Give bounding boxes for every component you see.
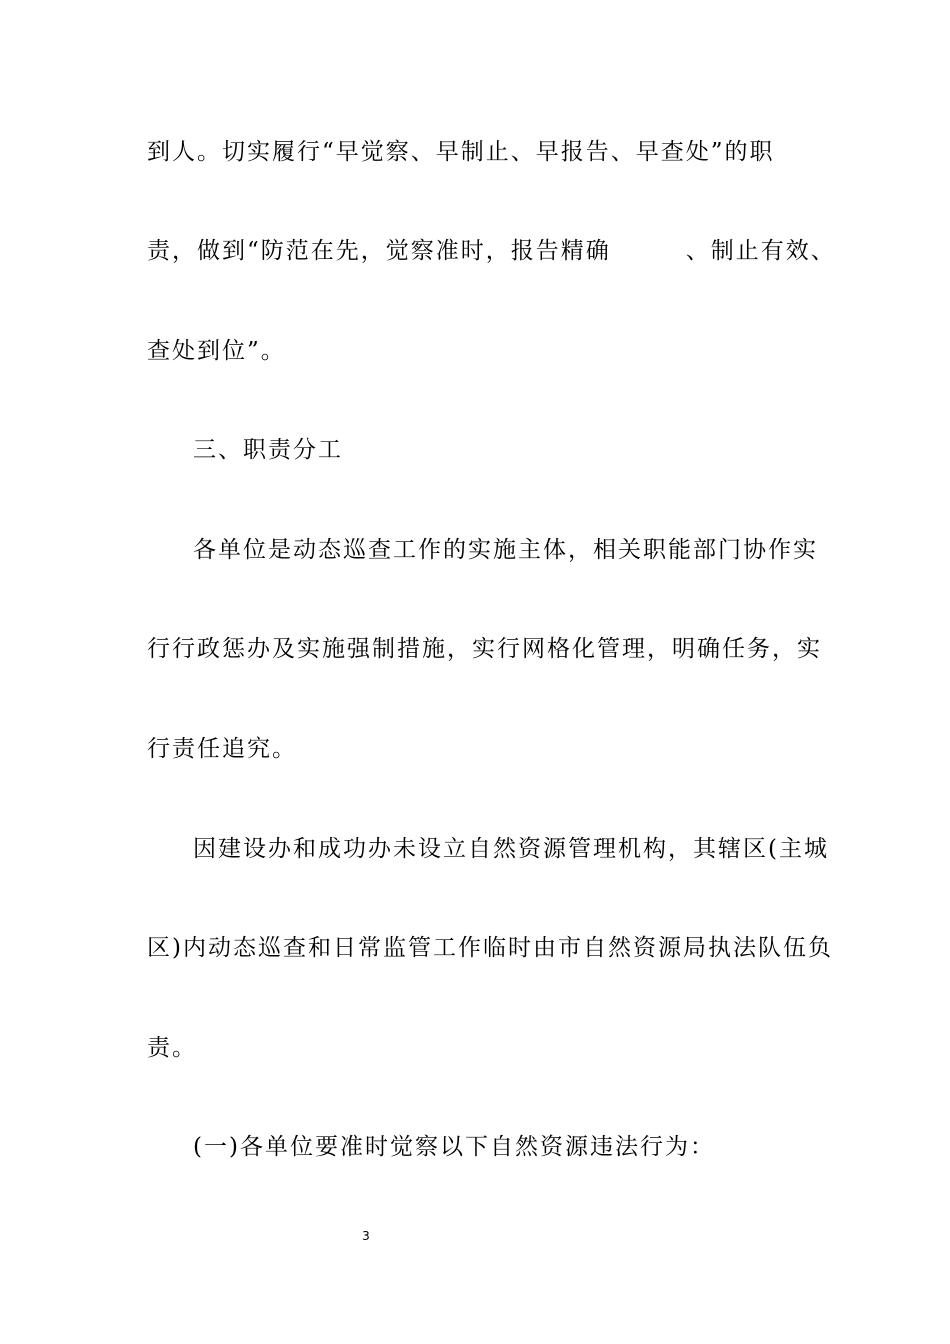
text-line-1: 到人。切实履行“早觉察、早制止、早报告、早查处”的职	[147, 139, 775, 165]
text-line-10: 责。	[147, 1035, 197, 1061]
text-line-3: 查处到位”。	[147, 338, 286, 364]
section-heading: 三、职责分工	[193, 437, 343, 463]
text-line-2: 责，做到“防范在先，觉察准时，报告精确 、制止有效、	[147, 238, 836, 264]
text-line-8: 因建设办和成功办未设立自然资源管理机构，其辖区(主城	[193, 836, 829, 862]
text-line-11: (一)各单位要准时觉察以下自然资源违法行为：	[193, 1134, 715, 1160]
text-line-9: 区)内动态巡查和日常监管工作临时由市自然资源局执法队伍负	[147, 935, 833, 961]
text-line-7: 行责任追究。	[147, 736, 297, 762]
text-line-5: 各单位是动态巡查工作的实施主体，相关职能部门协作实	[193, 537, 818, 563]
text-line-6: 行行政惩办及实施强制措施，实行网格化管理，明确任务，实	[147, 636, 822, 662]
page-number: 3	[362, 1229, 370, 1243]
